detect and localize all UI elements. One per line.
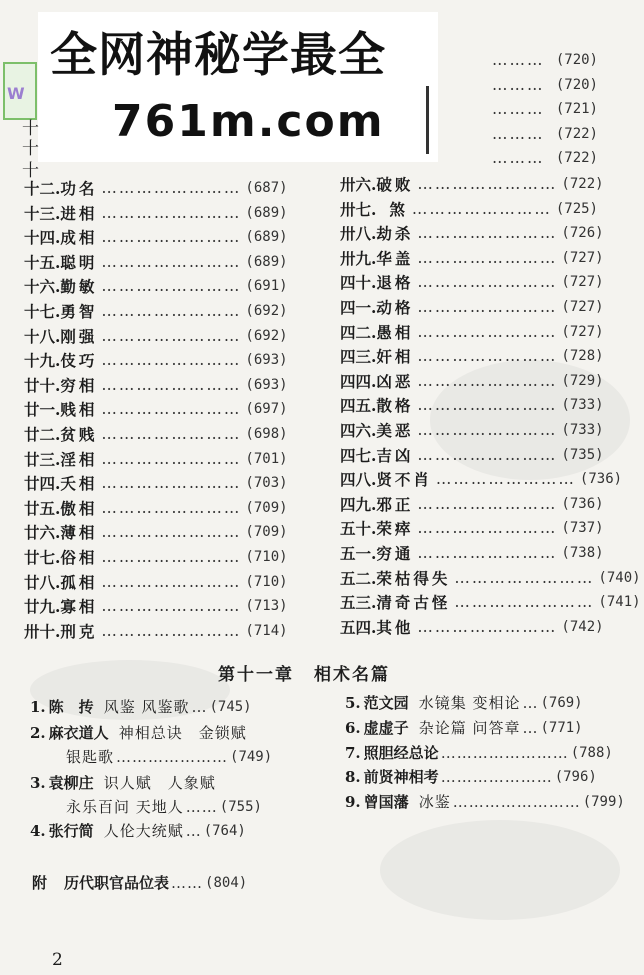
toc-page-number: (698) <box>245 426 288 442</box>
toc-number: 廿三. <box>24 449 61 469</box>
entry-page: (771) <box>540 719 583 736</box>
toc-entry <box>30 772 216 793</box>
toc-page-number: (687) <box>245 180 288 196</box>
toc-number: 廿八. <box>24 572 61 592</box>
toc-title: 贤不肖 <box>376 470 432 490</box>
toc-number: 廿六. <box>24 523 61 543</box>
toc-page-number: (697) <box>245 401 288 418</box>
toc-row <box>24 471 288 495</box>
entry-leader: ………………… <box>116 747 229 766</box>
toc-page-number: (713) <box>245 598 288 615</box>
entry-page: (769) <box>540 694 583 711</box>
toc-row <box>24 447 288 471</box>
toc-title: 美恶 <box>376 421 414 440</box>
toc-number: 五二. <box>340 568 377 588</box>
entry-works: 杂论篇 问答章 <box>418 719 521 737</box>
toc-page-number: (709) <box>245 524 288 541</box>
toc-page-number: (722) <box>561 176 604 192</box>
toc-row <box>340 443 604 467</box>
entry-author: 照胆经总论 <box>363 744 439 762</box>
toc-leader: …………………… <box>101 375 242 394</box>
toc-leader: …………………… <box>417 224 558 243</box>
toc-leader: …………………… <box>417 544 558 562</box>
toc-page-number: (701) <box>245 450 288 467</box>
toc-number: 四九. <box>340 494 377 514</box>
toc-number: 五三. <box>340 593 377 613</box>
toc-leader: …………………… <box>101 326 242 345</box>
toc-leader: …………………… <box>417 371 558 390</box>
toc-title: 进相 <box>60 203 98 223</box>
toc-number: 十三. <box>24 203 61 223</box>
toc-page-number: (722) <box>555 125 598 142</box>
toc-leader: …………………… <box>101 277 242 296</box>
toc-page-number: (738) <box>561 545 604 561</box>
toc-title: 动格 <box>376 298 414 317</box>
toc-row <box>340 246 604 270</box>
toc-page-number: (727) <box>561 323 604 340</box>
toc-leader: …………………… <box>417 494 558 513</box>
watermark-url: 761m.com <box>112 96 385 147</box>
toc-leader: …………………… <box>435 470 576 489</box>
toc-entry <box>66 746 272 767</box>
toc-title: 刚强 <box>60 326 98 346</box>
toc-page-number: (736) <box>561 495 604 512</box>
toc-entry <box>30 820 246 841</box>
toc-leader: …………………… <box>417 298 558 316</box>
toc-title: 劫杀 <box>376 224 414 244</box>
entry-number: 4. <box>30 821 46 840</box>
toc-row <box>340 172 604 196</box>
toc-title: 俗相 <box>60 548 98 567</box>
entry-works: 水镜集 变相论 <box>418 694 521 712</box>
toc-row <box>340 393 604 417</box>
toc-number: 四八. <box>340 470 377 490</box>
toc-row <box>24 250 288 274</box>
entry-author: 虚虚子 <box>363 719 409 737</box>
toc-title: 荣枯得失 <box>376 568 451 588</box>
toc-leader: ……… <box>492 75 545 94</box>
toc-leader: …………………… <box>101 203 242 222</box>
toc-page-number: (689) <box>245 229 288 246</box>
toc-title: 华盖 <box>376 248 414 268</box>
entry-page: (745) <box>209 698 252 715</box>
toc-row <box>24 299 288 323</box>
toc-leader: …………………… <box>101 621 242 640</box>
toc-leader: …………………… <box>454 568 595 587</box>
entry-works: 银匙歌 <box>66 748 115 766</box>
toc-row <box>24 225 288 249</box>
toc-row <box>488 97 598 121</box>
entry-number: 3. <box>30 773 46 792</box>
toc-number: 十六. <box>24 277 61 297</box>
entry-author: 麻衣道人 <box>48 724 109 742</box>
toc-title: 淫相 <box>60 449 98 469</box>
toc-title: 其他 <box>376 617 414 637</box>
toc-title: 功名 <box>60 179 98 198</box>
toc-leader: ……… <box>492 124 545 143</box>
entry-leader: … <box>191 697 208 716</box>
entry-works: 永乐百问 天地人 <box>66 798 184 816</box>
toc-row <box>340 221 604 245</box>
entry-author: 陈 抟 <box>48 698 94 716</box>
toc-page-number: (720) <box>555 52 598 68</box>
toc-leader: …………………… <box>417 617 558 636</box>
toc-row <box>24 324 288 348</box>
toc-leader: ……… <box>492 51 545 69</box>
toc-page-number: (727) <box>561 299 604 315</box>
toc-leader: …………………… <box>101 449 242 468</box>
toc-entry <box>66 796 262 817</box>
entry-number: 7. <box>345 743 361 762</box>
toc-page-number: (726) <box>561 225 604 242</box>
toc-page-number: (736) <box>579 471 623 488</box>
entry-number: 5. <box>345 693 361 712</box>
toc-leader: …………………… <box>101 597 242 616</box>
appendix-marker: 附 <box>32 874 48 892</box>
toc-page-number: (727) <box>561 249 604 266</box>
toc-number: 四六. <box>340 421 377 440</box>
toc-number: 廿二. <box>24 425 61 444</box>
toc-row <box>24 348 288 372</box>
toc-row <box>488 73 598 97</box>
entry-page: (788) <box>570 744 613 761</box>
appendix-leader: …… <box>171 873 204 892</box>
toc-leader: …………………… <box>101 523 242 542</box>
toc-row <box>340 344 604 368</box>
toc-title: 刑克 <box>60 621 98 641</box>
toc-number: 十五. <box>24 252 61 272</box>
toc-title: 成相 <box>60 228 98 248</box>
toc-title: 穷相 <box>60 375 98 395</box>
toc-number: 卅七. <box>340 199 377 219</box>
toc-page-number: (692) <box>245 303 288 319</box>
entry-leader: … <box>522 718 539 737</box>
toc-page-number: (714) <box>245 622 288 639</box>
toc-row <box>340 197 598 221</box>
toc-number: 卅六. <box>340 175 377 194</box>
toc-number: 廿一. <box>24 400 61 420</box>
toc-row <box>340 590 641 614</box>
toc-leader: …………………… <box>417 248 558 267</box>
entry-number: 9. <box>345 792 361 811</box>
toc-leader: …………………… <box>101 498 242 517</box>
toc-leader: …………………… <box>101 228 242 247</box>
toc-entry <box>345 766 597 787</box>
toc-entry <box>30 722 247 743</box>
entry-leader: …………………… <box>452 792 581 811</box>
toc-title: 愚相 <box>376 322 414 342</box>
entry-author: 袁柳庄 <box>48 774 94 792</box>
toc-number: 卅十. <box>24 621 61 641</box>
entry-page: (764) <box>203 822 246 839</box>
toc-title: 夭相 <box>60 474 98 494</box>
toc-leader: …………………… <box>417 347 558 366</box>
entry-author: 张行简 <box>48 822 94 840</box>
toc-leader: …………………… <box>411 199 552 218</box>
toc-row <box>24 496 288 520</box>
entry-works: 人伦大统赋 <box>103 822 184 840</box>
entry-page: (799) <box>582 793 625 810</box>
toc-row <box>488 122 598 146</box>
toc-page-number: (733) <box>561 397 604 414</box>
toc-leader: …………………… <box>417 273 558 292</box>
toc-row <box>24 274 288 298</box>
toc-row <box>340 615 604 639</box>
entry-number: 2. <box>30 723 46 742</box>
toc-page-number: (691) <box>245 278 288 295</box>
toc-number: 廿九. <box>24 597 61 617</box>
toc-leader: …………………… <box>417 175 558 193</box>
toc-page-number: (735) <box>561 446 604 463</box>
toc-title: 荣瘁 <box>376 519 414 539</box>
toc-page-number: (689) <box>245 204 288 221</box>
toc-number: 廿五. <box>24 498 61 518</box>
toc-number: 廿七. <box>24 548 61 567</box>
toc-row <box>488 146 598 170</box>
entry-works: 神相总诀 金锁赋 <box>118 724 247 742</box>
toc-title: 傲相 <box>60 498 98 518</box>
toc-number: 廿四. <box>24 474 61 494</box>
toc-number: 四十. <box>340 273 377 293</box>
toc-leader: …………………… <box>417 445 558 464</box>
toc-leader: …………………… <box>417 421 558 439</box>
toc-entry <box>30 696 252 717</box>
toc-page-number: (689) <box>245 253 288 270</box>
partial-left-mark: 十 <box>22 161 39 181</box>
watermark-title: 全网神秘学最全 <box>50 28 386 83</box>
toc-leader: ……… <box>492 149 545 167</box>
toc-leader: …………………… <box>101 252 242 271</box>
toc-leader: …………………… <box>101 302 242 320</box>
toc-page-number: (692) <box>245 327 288 344</box>
toc-number: 四四. <box>340 371 377 391</box>
toc-row <box>340 270 604 294</box>
toc-number: 四五. <box>340 396 377 416</box>
toc-page-number: (709) <box>245 499 288 516</box>
toc-leader: …………………… <box>101 474 242 493</box>
toc-page-number: (710) <box>245 573 288 590</box>
partial-left-mark: 十 <box>22 139 39 159</box>
toc-row <box>24 422 288 446</box>
toc-number: 廿十. <box>24 375 61 395</box>
toc-row <box>24 397 288 421</box>
appendix-entry <box>32 872 247 893</box>
entry-leader: …… <box>185 797 218 816</box>
toc-title: 勇智 <box>60 302 98 321</box>
entry-page: (755) <box>219 798 262 815</box>
toc-leader: …………………… <box>417 396 558 415</box>
entry-leader: … <box>185 821 202 840</box>
toc-title: 奸相 <box>376 347 414 367</box>
entry-leader: … <box>522 693 539 712</box>
entry-works: 冰鉴 <box>418 793 451 811</box>
toc-row <box>340 566 641 590</box>
toc-page-number: (725) <box>555 200 598 217</box>
toc-row <box>340 295 604 319</box>
toc-number: 十四. <box>24 228 61 248</box>
toc-page-number: (693) <box>245 376 288 393</box>
toc-row <box>24 373 288 397</box>
toc-entry <box>345 692 583 713</box>
toc-page-number: (693) <box>245 352 288 369</box>
toc-title: 邪正 <box>376 494 414 514</box>
entry-author: 曾国藩 <box>363 793 409 811</box>
toc-title: 薄相 <box>60 523 98 543</box>
toc-row <box>24 570 288 594</box>
toc-entry <box>345 742 613 763</box>
toc-title: 聪明 <box>60 252 98 272</box>
toc-page-number: (742) <box>561 618 604 635</box>
toc-row <box>340 418 604 442</box>
toc-page-number: (729) <box>561 372 604 389</box>
toc-title: 寡相 <box>60 597 98 617</box>
toc-page-number: (722) <box>555 150 598 166</box>
toc-page-number: (733) <box>561 422 604 438</box>
entry-page: (796) <box>554 768 597 785</box>
toc-leader: …………………… <box>101 572 242 591</box>
toc-title: 伎巧 <box>60 351 98 371</box>
entry-works: 风鉴 风鉴歌 <box>103 698 190 716</box>
toc-row <box>340 320 604 344</box>
toc-row <box>24 201 288 225</box>
toc-page-number: (721) <box>555 101 598 117</box>
toc-row <box>24 619 288 643</box>
toc-leader: …………………… <box>101 425 242 443</box>
entry-number: 6. <box>345 718 361 737</box>
toc-page-number: (737) <box>561 520 604 537</box>
toc-title: 穷通 <box>376 544 414 563</box>
toc-number: 五一. <box>340 544 377 563</box>
toc-row <box>24 545 288 569</box>
watermark-tag: W <box>3 62 37 120</box>
toc-page-number: (710) <box>245 549 288 565</box>
toc-title: 清奇古怪 <box>376 593 451 613</box>
page-number: 2 <box>52 950 63 970</box>
toc-title: 散格 <box>376 396 414 416</box>
toc-title: 贱相 <box>60 400 98 420</box>
toc-leader: …………………… <box>417 322 558 341</box>
toc-page-number: (741) <box>598 594 641 611</box>
toc-number: 卅八. <box>340 224 377 244</box>
entry-number: 1. <box>30 697 46 716</box>
toc-page-number: (720) <box>555 76 598 93</box>
toc-entry <box>345 791 625 812</box>
entry-number: 8. <box>345 767 361 786</box>
toc-page-number: (703) <box>245 475 288 492</box>
toc-leader: ……… <box>492 100 545 118</box>
toc-number: 四二. <box>340 322 377 342</box>
appendix-title: 历代职官品位表 <box>64 874 170 892</box>
entry-works: 识人赋 人象赋 <box>103 774 216 792</box>
scan-smudge <box>380 820 620 920</box>
toc-leader: …………………… <box>101 400 242 419</box>
toc-number: 五十. <box>340 519 377 539</box>
toc-number: 十二. <box>24 179 61 198</box>
toc-number: 十七. <box>24 302 61 321</box>
toc-row <box>24 594 288 618</box>
toc-number: 十九. <box>24 351 61 371</box>
toc-title: 凶恶 <box>376 371 414 391</box>
toc-leader: …………………… <box>417 519 558 538</box>
entry-author: 前贤神相考 <box>363 768 439 786</box>
toc-row <box>340 492 604 516</box>
toc-number: 四七. <box>340 445 377 465</box>
toc-title: 孤相 <box>60 572 98 592</box>
toc-page-number: (740) <box>598 569 641 586</box>
entry-leader: ………………… <box>440 767 553 786</box>
toc-number: 卅九. <box>340 248 377 268</box>
entry-author: 范文园 <box>363 694 409 712</box>
toc-leader: …………………… <box>101 548 242 566</box>
toc-row <box>24 176 288 200</box>
toc-entry <box>345 717 583 738</box>
toc-page-number: (728) <box>561 348 604 365</box>
partial-left-mark: 十 <box>22 119 39 139</box>
toc-leader: …………………… <box>101 179 242 197</box>
toc-row <box>340 467 623 491</box>
toc-number: 四一. <box>340 298 377 317</box>
toc-title: 贫贱 <box>60 425 98 444</box>
toc-number: 十八. <box>24 326 61 346</box>
toc-title: 煞 <box>389 199 408 219</box>
toc-row <box>340 541 604 565</box>
toc-leader: …………………… <box>101 351 242 370</box>
toc-number: 四三. <box>340 347 377 367</box>
toc-title: 破败 <box>376 175 414 194</box>
chapter-heading <box>218 660 390 685</box>
appendix-page: (804) <box>205 874 248 891</box>
toc-row <box>488 48 598 72</box>
toc-title: 勤敏 <box>60 277 98 297</box>
toc-row <box>24 520 288 544</box>
toc-leader: …………………… <box>454 593 595 612</box>
toc-page-number: (727) <box>561 274 604 291</box>
chapter-title: 相术名篇 <box>314 665 390 685</box>
entry-leader: …………………… <box>440 743 569 762</box>
entry-page: (749) <box>230 748 273 765</box>
toc-title: 退格 <box>376 273 414 293</box>
toc-number: 五四. <box>340 617 377 637</box>
toc-title: 吉凶 <box>376 445 414 465</box>
toc-row <box>340 516 604 540</box>
watermark-divider <box>426 86 429 154</box>
toc-row <box>340 369 604 393</box>
chapter-label: 第十一章 <box>218 665 294 685</box>
